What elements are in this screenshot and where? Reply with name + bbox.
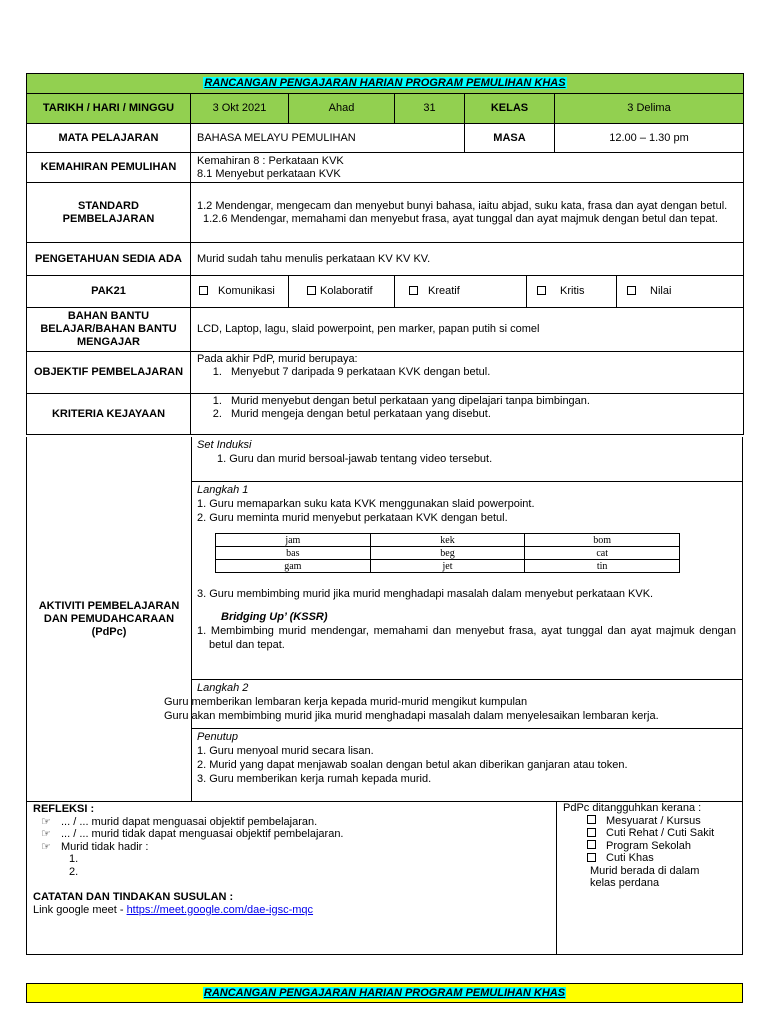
catatan-label: CATATAN DAN TINDAKAN SUSULAN :	[33, 891, 234, 903]
hand-pointer-icon: ☞	[41, 815, 51, 828]
word-cell: bas	[216, 547, 371, 560]
checkbox-icon	[409, 286, 418, 295]
kriteria-label: KRITERIA KEJAYAAN	[27, 394, 191, 435]
pak21-kreatif[interactable]	[395, 276, 527, 308]
penutup-block	[191, 728, 742, 801]
ditangguhkan-block	[557, 802, 742, 954]
kelas-value: 3 Delima	[555, 94, 744, 124]
kemahiran-value	[191, 153, 744, 183]
hand-pointer-icon: ☞	[41, 828, 51, 840]
kemahiran-label: KEMAHIRAN PEMULIHAN	[27, 153, 191, 183]
langkah1-title: Langkah 1	[197, 484, 249, 496]
checkbox-icon	[587, 828, 596, 837]
word-cell: gam	[216, 560, 371, 573]
standard-label: STANDARD PEMBELAJARAN	[27, 183, 191, 243]
aktiviti-label: AKTIVITI PEMBELAJARAN DAN PEMUDAHCARAAN (PdPc)	[27, 437, 192, 801]
objektif-intro: Pada akhir PdP, murid berupaya:	[197, 353, 358, 365]
kelas-label: KELAS	[465, 94, 555, 124]
word-cell: cat	[525, 547, 680, 560]
link-line	[33, 904, 550, 917]
date-label: TARIKH / HARI / MINGGU	[27, 94, 191, 124]
pak21-item-label: Nilai	[650, 285, 672, 297]
standard-value	[191, 183, 744, 243]
checkbox-icon	[537, 286, 546, 295]
set-induksi-title: Set Induksi	[197, 439, 252, 451]
pak21-kritis[interactable]	[527, 276, 617, 308]
refleksi-item: ☞ Murid tidak hadir :	[41, 840, 149, 853]
aktiviti-section	[26, 437, 743, 802]
ditangguhkan-label: PdPc ditangguhkan kerana :	[563, 802, 702, 814]
langkah2-item: Guru akan membimbing murid jika murid menghadapi masalah dalam menyelesaikan lembaran kerja.	[164, 710, 659, 722]
pak21-nilai[interactable]	[617, 276, 744, 308]
subject-value: BAHASA MELAYU PEMULIHAN	[191, 124, 465, 153]
ditangguhkan-note: kelas perdana	[590, 877, 660, 889]
rph-table	[26, 73, 744, 435]
day-value: Ahad	[289, 94, 395, 124]
langkah2-title: Langkah 2	[197, 682, 249, 694]
checkbox-icon	[587, 853, 596, 862]
pak21-komunikasi[interactable]	[191, 276, 289, 308]
absent-item: 2.	[69, 865, 79, 878]
penutup-item: 1. Guru menyoal murid secara lisan.	[197, 745, 374, 757]
masa-value: 12.00 – 1.30 pm	[555, 124, 744, 153]
word-cell: jet	[370, 560, 525, 573]
footer-title: RANCANGAN PENGAJARAN HARIAN PROGRAM PEMULIHAN KHAS	[203, 987, 566, 999]
langkah1-item3: 3. Guru membimbing murid jika murid menghadapi masalah dalam menyebut perkataan KVK.	[197, 588, 654, 600]
set-induksi-block	[191, 437, 742, 482]
pak21-item-label: Kolaboratif	[320, 285, 373, 297]
refleksi-item: ☞ ... / ... murid tidak dapat menguasai objektif pembelajaran.	[41, 828, 344, 840]
penutup-item: 3. Guru memberikan kerja rumah kepada murid.	[197, 773, 432, 785]
objektif-label: OBJEKTIF PEMBELAJARAN	[27, 352, 191, 394]
langkah2-item: Guru memberikan lembaran kerja kepada murid-murid mengikut kumpulan	[164, 696, 528, 708]
bridging-item: 1. Membimbing murid mendengar, memahami dan menyebut frasa, ayat tunggal dan ayat majmuk dengan betul dan tepat.	[197, 625, 736, 651]
penutup-item: 2. Murid yang dapat menjawab soalan dengan betul akan diberikan ganjaran atau token.	[197, 759, 628, 771]
set-induksi-item: 1. Guru dan murid bersoal-jawab tentang video tersebut.	[217, 453, 493, 465]
hand-pointer-icon: ☞	[41, 840, 51, 853]
table-row	[216, 534, 680, 547]
pak21-item-label: Kritis	[560, 285, 585, 297]
objektif-item: 1. Menyebut 7 daripada 9 perkataan KVK dengan betul.	[225, 366, 737, 379]
checkbox-icon	[199, 286, 208, 295]
week-value: 31	[395, 94, 465, 124]
word-cell: kek	[370, 534, 525, 547]
masa-label: MASA	[465, 124, 555, 153]
bridging-title: Bridging Up’ (KSSR)	[221, 611, 328, 623]
bahan-value: LCD, Laptop, lagu, slaid powerpoint, pen marker, papan putih si comel	[191, 308, 744, 352]
checkbox-icon	[627, 286, 636, 295]
pak21-label: PAK21	[27, 276, 191, 308]
langkah1-item: 2. Guru meminta murid menyebut perkataan KVK dengan betul.	[197, 512, 508, 524]
standard-line2: 1.2.6 Mendengar, memahami dan menyebut frasa, ayat tunggal dan ayat majmuk dengan betul dan tepat.	[203, 212, 718, 225]
refleksi-block	[27, 802, 557, 954]
google-meet-link[interactable]: https://meet.google.com/dae-igsc-mqc	[126, 903, 314, 916]
refleksi-label: REFLEKSI :	[33, 803, 95, 815]
date-value: 3 Okt 2021	[191, 94, 289, 124]
standard-line1: 1.2 Mendengar, mengecam dan menyebut bunyi bahasa, iaitu abjad, suku kata, frasa dan ayat dengan betul.	[197, 199, 728, 212]
checkbox-icon	[587, 840, 596, 849]
pak21-kolaboratif[interactable]	[289, 276, 395, 308]
kemahiran-line1: Kemahiran 8 : Perkataan KVK	[197, 154, 344, 167]
kriteria-item: 1. Murid menyebut dengan betul perkataan yang dipelajari tanpa bimbingan.	[225, 395, 737, 408]
checkbox-icon	[307, 286, 316, 295]
table-row	[216, 560, 680, 573]
langkah1-block	[191, 481, 742, 679]
objektif-value	[191, 352, 744, 394]
word-cell: bom	[525, 534, 680, 547]
subject-label: MATA PELAJARAN	[27, 124, 191, 153]
pak21-item-label: Komunikasi	[218, 285, 275, 297]
word-table	[215, 533, 680, 573]
word-cell: jam	[216, 534, 371, 547]
title-row	[27, 74, 744, 94]
absent-item: 1.	[69, 853, 79, 865]
footer-title-bar	[26, 983, 743, 1003]
word-cell: tin	[525, 560, 680, 573]
checkbox-icon	[587, 815, 596, 824]
kriteria-item: 2. Murid mengeja dengan betul perkataan yang disebut.	[225, 408, 737, 421]
word-cell: beg	[370, 547, 525, 560]
ditangguhkan-note: Murid berada di dalam	[590, 864, 700, 877]
ditangguhkan-option[interactable]: Mesyuarat / Kursus	[563, 815, 736, 828]
refleksi-item: ☞ ... / ... murid dapat menguasai objektif pembelajaran.	[41, 815, 318, 828]
refleksi-section	[26, 801, 743, 955]
pengetahuan-label: PENGETAHUAN SEDIA ADA	[27, 243, 191, 276]
ditangguhkan-option[interactable]: Cuti Rehat / Cuti Sakit	[563, 827, 736, 840]
link-prefix: Link google meet -	[33, 903, 127, 916]
langkah2-block	[164, 679, 742, 729]
table-row	[216, 547, 680, 560]
page-title: RANCANGAN PENGAJARAN HARIAN PROGRAM PEMULIHAN KHAS	[204, 77, 566, 89]
pengetahuan-value: Murid sudah tahu menulis perkataan KV KV KV.	[191, 243, 744, 276]
kemahiran-line2: 8.1 Menyebut perkataan KVK	[197, 167, 341, 180]
ditangguhkan-option[interactable]: Program Sekolah	[563, 840, 736, 853]
ditangguhkan-option[interactable]: Cuti Khas	[563, 852, 736, 865]
langkah1-item: 1. Guru memaparkan suku kata KVK menggunakan slaid powerpoint.	[197, 498, 535, 510]
pak21-item-label: Kreatif	[428, 285, 460, 297]
bahan-label: BAHAN BANTU BELAJAR/BAHAN BANTU MENGAJAR	[27, 308, 191, 352]
penutup-title: Penutup	[197, 731, 238, 743]
kriteria-value	[191, 394, 744, 435]
